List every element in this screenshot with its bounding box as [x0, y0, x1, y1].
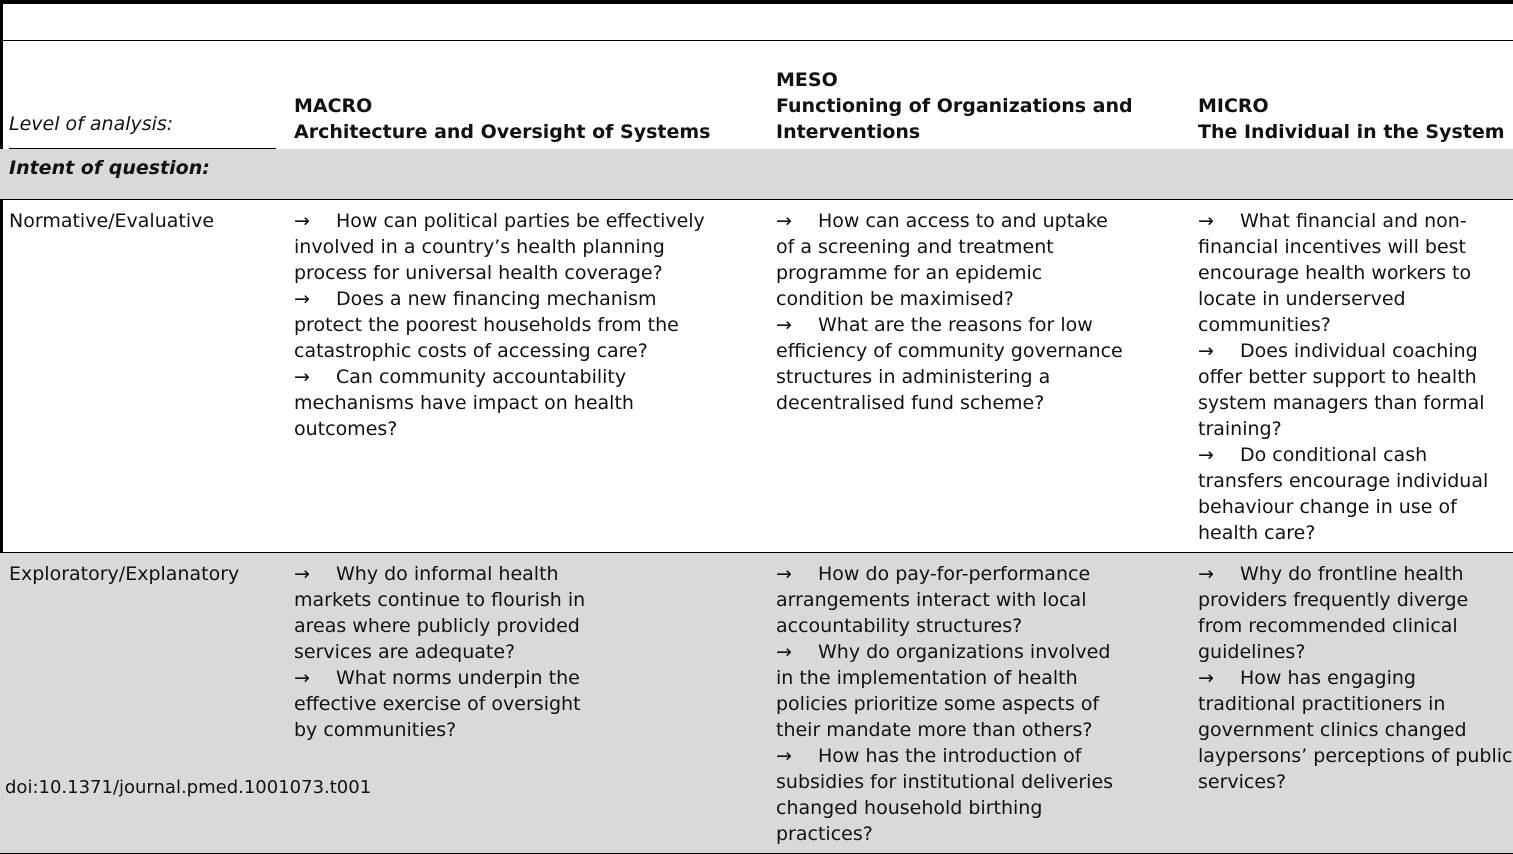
question-item: → Why do organizations involved in the implementation of health policies prioritize some aspects of their mandate more than others? [776, 641, 1111, 741]
analysis-table [0, 40, 1513, 854]
question-item: → What norms underpin the effective exercise of oversight by communities? [294, 667, 581, 741]
question-item: → How do pay-for-performance arrangements interact with local accountability structures? [776, 563, 1091, 637]
top-rule [0, 0, 1513, 4]
column-title: MESO [776, 69, 838, 91]
question-item: → How has engaging traditional practitioners in government clinics changed laypersons’ perceptions of public services? [1198, 667, 1513, 793]
table-cell [1180, 553, 1513, 854]
level-of-analysis-label: Level of analysis: [0, 41, 276, 150]
table-cell [758, 553, 1180, 854]
column-header-macro [276, 41, 758, 150]
header-row [0, 41, 1513, 150]
column-subtitle: Functioning of Organizations and Interventions [776, 95, 1133, 143]
question-item: → Does a new financing mechanism protect the poorest households from the catastrophic costs of accessing care? [294, 288, 679, 362]
column-subtitle: Architecture and Oversight of Systems [294, 121, 711, 143]
table-row [0, 553, 1513, 854]
question-item: → Can community accountability mechanisms have impact on health outcomes? [294, 366, 634, 440]
table-cell [276, 200, 758, 553]
question-item: → Why do informal health markets continue to flourish in areas where publicly provided services are adequate? [294, 563, 586, 663]
column-title: MACRO [294, 95, 373, 117]
question-item: → What are the reasons for low efficiency of community governance structures in administering a decentralised fund scheme? [776, 314, 1123, 414]
table-cell [758, 200, 1180, 553]
column-subtitle: The Individual in the System [1198, 121, 1505, 143]
doi-caption: doi:10.1371/journal.pmed.1001073.t001 [5, 777, 372, 798]
column-header-meso [758, 41, 1180, 150]
table-cell [1180, 200, 1513, 553]
question-item: → How has the introduction of subsidies for institutional deliveries changed household birthing practices? [776, 745, 1114, 845]
intent-row [0, 149, 1513, 200]
question-item: → Do conditional cash transfers encourage individual behaviour change in use of health care? [1198, 444, 1489, 544]
question-item: → How can political parties be effectively involved in a country’s health planning process for universal health coverage? [294, 210, 705, 284]
question-item: → Why do frontline health providers frequently diverge from recommended clinical guidelines? [1198, 563, 1469, 663]
question-item: → What financial and non-financial incentives will best encourage health workers to locate in underserved communities? [1198, 210, 1472, 336]
row-label: Exploratory/Explanatory [0, 553, 276, 854]
table-row [0, 200, 1513, 553]
column-title: MICRO [1198, 95, 1269, 117]
question-item: → How can access to and uptake of a screening and treatment programme for an epidemic condition be maximised? [776, 210, 1108, 310]
question-item: → Does individual coaching offer better support to health system managers than formal training? [1198, 340, 1485, 440]
intent-of-question-label: Intent of question: [0, 149, 276, 200]
row-label: Normative/Evaluative [9, 210, 215, 232]
table-cell [276, 553, 758, 854]
column-header-micro [1180, 41, 1513, 150]
